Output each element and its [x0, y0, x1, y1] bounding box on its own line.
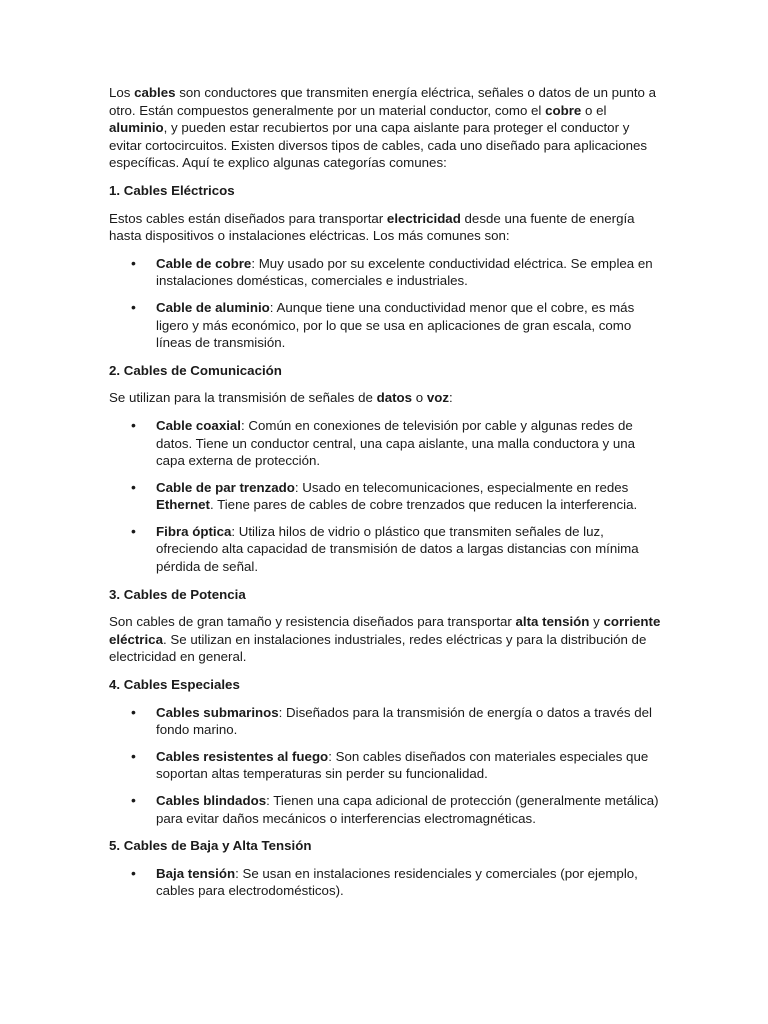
section-4-list	[109, 704, 661, 828]
list-item	[109, 255, 661, 290]
text-run: y	[589, 614, 604, 630]
text-run: : Tienen una capa adicional de protección (generalmente metálica) para evitar daños mecánicos o interferencias electromagnéticas.	[156, 793, 659, 826]
bullet-icon: •	[131, 747, 136, 764]
text-run: :	[449, 390, 453, 406]
text-run: : Usado en telecomunicaciones, especialmente en redes	[294, 479, 629, 495]
bold-term: aluminio	[109, 120, 164, 136]
section-1-paragraph	[109, 210, 661, 245]
text-run: Estos cables están diseñados para transportar	[109, 210, 387, 226]
section-heading-1: 1. Cables Eléctricos	[109, 182, 235, 198]
bullet-icon: •	[131, 298, 136, 315]
text-run: : Utiliza hilos de vidrio o plástico que transmiten señales de luz, ofreciendo alta capacidad de transmisión de datos a largas distancias con mínima pérdida de señal.	[156, 523, 639, 575]
text-run: Se utilizan para la transmisión de señales de	[109, 390, 377, 406]
bold-term: voz	[426, 390, 450, 406]
text-run: Son cables de gran tamaño y resistencia diseñados para transportar	[109, 614, 516, 630]
bold-term: cables	[134, 85, 176, 100]
text-run: o el	[581, 102, 607, 118]
text-run: : Diseñados para la transmisión de energía o datos a través del fondo marino.	[156, 704, 652, 738]
text-run: : Son cables diseñados con materiales especiales que soportan altas temperaturas sin perder su funcionalidad.	[156, 748, 649, 782]
text-run: : Común en conexiones de televisión por cable y algunas redes de datos. Tiene un conductor central, una capa aislante, una malla conductora y una capa externa de protección.	[156, 417, 635, 469]
list-item	[109, 479, 661, 514]
bullet-icon: •	[131, 792, 136, 808]
section-heading-2: 2. Cables de Comunicación	[109, 362, 282, 378]
bullet-icon: •	[131, 864, 136, 881]
bold-term: Cables blindados	[156, 793, 267, 808]
bold-term: datos	[376, 390, 413, 406]
section-2-list	[109, 417, 661, 576]
intro-paragraph	[109, 84, 661, 172]
text-run: son conductores que transmiten energía eléctrica, señales o datos de un punto a otro. Están compuestos generalmente por un material conductor, como el	[109, 85, 657, 118]
text-run: : Se usan en instalaciones residenciales y comerciales (por ejemplo, cables para electrodomésticos).	[156, 865, 638, 899]
section-heading-4: 4. Cables Especiales	[109, 677, 240, 693]
bullet-icon: •	[131, 522, 136, 539]
section-3-paragraph	[109, 613, 661, 666]
text-run: , y pueden estar recubiertos por una capa aislante para proteger el conductor y evitar cortocircuitos. Existen diversos tipos de cables, cada uno diseñado para aplicaciones específicas. Aquí te explico algunas categorías comunes:	[109, 120, 648, 171]
bold-term: Baja tensión	[156, 865, 236, 881]
bold-term: Cable de par trenzado	[156, 479, 295, 495]
bold-term: Fibra óptica	[156, 523, 232, 539]
bold-term: Cable de cobre	[156, 255, 252, 271]
list-item	[109, 865, 661, 900]
list-item	[109, 704, 661, 739]
section-2-paragraph	[109, 389, 661, 407]
list-item	[109, 792, 661, 827]
section-5-list	[109, 865, 661, 900]
bold-term: Cable de aluminio	[156, 299, 270, 315]
section-heading-3: 3. Cables de Potencia	[109, 586, 246, 602]
text-run: : Aunque tiene una conductividad menor que el cobre, es más ligero y más económico, por lo que se usa en aplicaciones de gran escala, como líneas de transmisión.	[156, 299, 635, 351]
text-run: desde una fuente de energía hasta dispositivos o instalaciones eléctricas. Los más comunes son:	[109, 210, 635, 244]
bullet-icon: •	[131, 254, 136, 271]
list-item	[109, 748, 661, 783]
bold-term: alta tensión	[515, 614, 590, 630]
list-item	[109, 417, 661, 470]
bold-term: Cables resistentes al fuego	[156, 748, 329, 764]
text-run: Los	[109, 85, 135, 100]
text-run: o	[412, 390, 427, 406]
bold-term: corriente eléctrica	[109, 614, 661, 647]
bullet-icon: •	[131, 703, 136, 720]
bold-term: Cable coaxial	[156, 417, 241, 433]
text-run: : Muy usado por su excelente conductividad eléctrica. Se emplea en instalaciones domésticas, comerciales e industriales.	[156, 255, 653, 289]
section-heading-5: 5. Cables de Baja y Alta Tensión	[109, 838, 312, 854]
bold-term: Cables submarinos	[156, 704, 279, 720]
bold-term: electricidad	[386, 210, 461, 226]
bold-term: Ethernet	[156, 497, 210, 513]
list-item	[109, 299, 661, 352]
document-page	[109, 84, 661, 910]
bullet-icon: •	[131, 478, 136, 495]
bold-term: cobre	[545, 102, 582, 118]
text-run: . Se utilizan en instalaciones industriales, redes eléctricas y para la distribución de electricidad en general.	[109, 631, 647, 665]
list-item	[109, 523, 661, 576]
bullet-icon: •	[131, 416, 136, 433]
section-1-list	[109, 255, 661, 352]
text-run: . Tiene pares de cables de cobre trenzados que reducen la interferencia.	[209, 497, 638, 513]
